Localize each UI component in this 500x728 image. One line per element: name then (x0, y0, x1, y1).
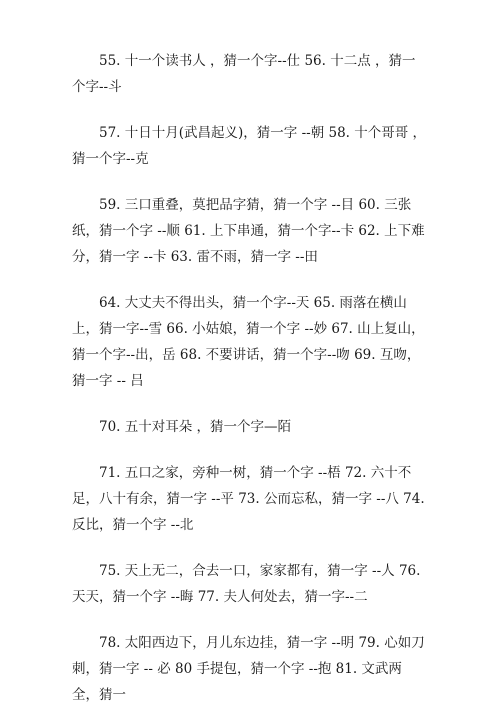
riddle-paragraph-78-81: 78. 太阳西边下，月儿东边挂，猜一字 --明 79. 心如刀刺，猜一字 -- 必 80 手提包，猜一个字 --抱 81. 文武两全，猜一 (72, 635, 425, 703)
document-body (72, 48, 428, 728)
riddle-paragraph-75-77: 75. 天上无二，合去一口，家家都有，猜一字 --人 76. 天天，猜一个字 --晦 77. 夫人何处去，猜一字--二 (72, 563, 421, 605)
riddle-paragraph-70: 70. 五十对耳朵 ，猜一个字—陌 (99, 419, 292, 435)
riddle-paragraph-57-58: 57. 十日十月(武昌起义)，猜一字 --朝 58. 十个哥哥 ，猜一个字--克 (72, 125, 427, 167)
riddle-paragraph-64-69: 64. 大丈夫不得出头，猜一个字--天 65. 雨落在横山上，猜一字--雪 66. 小姑娘，猜一个字 --妙 67. 山上复山，猜一个字--出，岳 68. 不要讲话，猜一个字--吻 69. 互吻，猜一字 -- 吕 (72, 295, 425, 389)
riddle-paragraph-71-74: 71. 五口之家，旁种一树，猜一个字 --梧 72. 六十不足，八十有余，猜一字 --平 73. 公而忘私，猜一字 --八 74. 反比，猜一个字 --北 (72, 465, 425, 533)
riddle-paragraph-59-63: 59. 三口重叠，莫把品字猜，猜一个字 --目 60. 三张纸，猜一个字 --顺 61. 上下串通，猜一个字--卡 62. 上下难分，猜一字 --卡 63. 雷不雨，猜一字 --田 (72, 197, 425, 265)
riddle-paragraph-55-56: 55. 十一个读书人 ，猜一个字--仕 56. 十二点 ，猜一个字--斗 (72, 53, 416, 95)
